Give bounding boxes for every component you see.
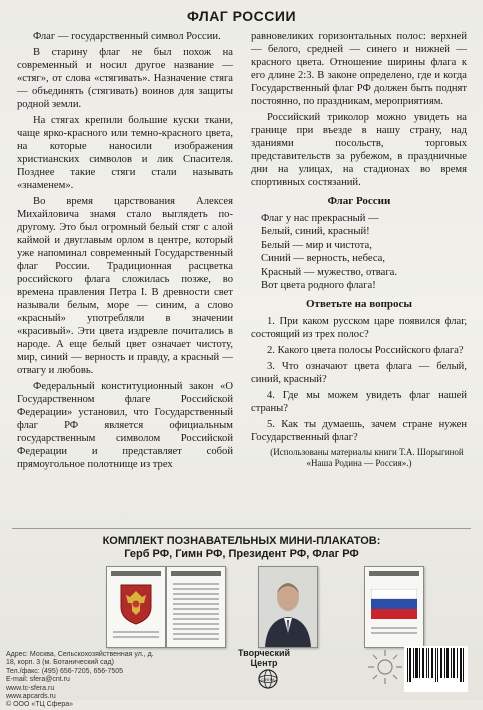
questions-title: Ответьте на вопросы	[306, 298, 412, 311]
poster-flag	[364, 566, 424, 648]
barcode	[404, 646, 468, 692]
poem-line: Белый — мир и чистота,	[261, 239, 372, 251]
question-item: 3. Что означают цвета флага — белый, синий, красный?	[251, 361, 467, 386]
portrait-image	[259, 567, 317, 647]
paragraph: Флаг — государственный символ России.	[33, 31, 221, 42]
kit-title-line: КОМПЛЕКТ ПОЗНАВАТЕЛЬНЫХ МИНИ-ПЛАКАТОВ:	[102, 535, 381, 547]
question-item: 5. Как ты думаешь, зачем стране нужен Государственный флаг?	[251, 419, 467, 444]
barcode-icon	[404, 646, 468, 684]
paragraph: В старину флаг не был похож на современный и носил другое название — «стяг», от слова «стягивать». Назначение стяга — объединять (стягивать) воинов для защиты родной земли.	[17, 47, 233, 110]
paragraph: Во время царствования Алексея Михайловича знамя стало выглядеть по-другому. Это был огромный белый стяг с алой каймой и двуглавым орлом в центре, который уже напоминал современный Государственный флаг России. Традиционная расцветка российского флага сложилась позже, во времена правления Петра I. В древности свет называли белым, море — синим, а слово «красный» употребляли в значении «красивый». Эти цвета издревле почитались в народе. А еще белый цвет означает чистоту, мир, синий — верность и правду, а красный — отвагу и любовь.	[17, 196, 233, 376]
source-note: (Использованы материалы книги Т.А. Шорыгиной «Наша Родина — Россия».)	[270, 447, 464, 469]
poem-line: Красный — мужество, отвага.	[261, 266, 398, 278]
question-item: 2. Какого цвета полосы Российского флага?	[267, 345, 464, 357]
paragraph: Федеральный конституционный закон «О Государственном флаге Российской Федерации» установил, что Государственный флаг РФ является официальным государственным символом Российской Федерации и представляет собой прямоугольное полотнище из трех	[17, 381, 233, 470]
poster-anthem	[166, 566, 226, 648]
question-item: 4. Где мы можем увидеть флаг нашей страны?	[251, 390, 467, 415]
kit-title-line: Герб РФ, Гимн РФ, Президент РФ, Флаг РФ	[124, 548, 359, 560]
poem	[261, 212, 467, 292]
copyright-text: © ООО «ТЦ Сфера»	[6, 701, 74, 709]
poster-coat-of-arms	[106, 566, 166, 648]
poem-title: Флаг России	[327, 195, 391, 207]
poem-line: Флаг у нас прекрасный —	[261, 213, 379, 224]
paragraph: На стягах крепили большие куски ткани, чаще ярко-красного или темно-красного цвета, на которые наносили изображения христианских символов и лик Спасителя. Позднее такие стяги стали называть «знаменем».	[17, 115, 233, 191]
paragraph: Российский триколор можно увидеть на границе при въезде в нашу страну, над зданиями посольств, торговых представительств за рубежом, в праздничные дни на улицах, на стадионах во время спортивных состязаний.	[251, 112, 467, 188]
poem-line: Белый, синий, красный!	[261, 226, 370, 238]
publisher-name	[238, 648, 290, 668]
website-link[interactable]: www.apcards.ru	[6, 693, 56, 701]
publisher-contacts	[6, 651, 156, 710]
divider	[12, 528, 471, 529]
website-link[interactable]: www.tc-sfera.ru	[6, 684, 55, 692]
paragraph: равновеликих горизонтальных полос: верхней — белого, средней — синего и нижней — красного цвета. Отношение ширины флага к его длине 2:3. В законе определено, где и когда Государственный флаг РФ должен быть поднят постоянно, по праздникам, мероприятиям.	[251, 31, 467, 107]
address-text: Адрес: Москва, Сельскохозяйственная ул., д. 18, корп. 3 (м. Ботанический сад)	[6, 651, 154, 667]
poster-president	[258, 566, 318, 648]
phone-text: Тел./факс: (495) 656-7205, 656-7505	[6, 667, 124, 675]
question-item: 1. При каком русском царе появился флаг, состоящий из трех полос?	[251, 316, 467, 341]
russian-flag-icon	[371, 589, 417, 619]
right-column	[251, 30, 467, 472]
sun-logo-icon	[366, 648, 404, 686]
left-column	[17, 30, 233, 474]
publisher-line: Творческий	[238, 648, 291, 658]
kit-title	[0, 535, 483, 561]
logo-text: СФЕРА	[261, 677, 275, 682]
email-link[interactable]: E-mail: sfera@cnt.ru	[6, 676, 70, 684]
sphere-logo-icon	[258, 669, 278, 689]
coat-of-arms-icon	[119, 581, 153, 625]
poem-line: Вот цвета родного флага!	[261, 280, 376, 292]
publisher-line: Центр	[250, 658, 278, 668]
poem-line: Синий — верность, небеса,	[261, 253, 386, 265]
page-title: ФЛАГ РОССИИ	[186, 8, 297, 24]
